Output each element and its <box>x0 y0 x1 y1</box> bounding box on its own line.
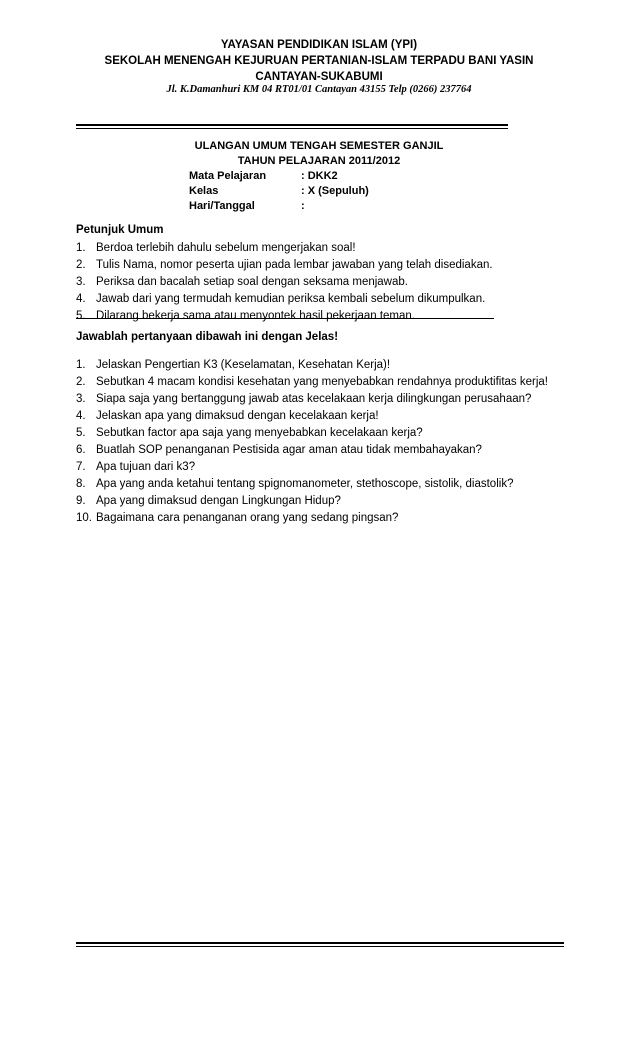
question-text: Jelaskan apa yang dimaksud dengan kecelakaan kerja! <box>96 410 379 422</box>
meta-label: Hari/Tanggal <box>189 200 255 212</box>
footer-divider <box>76 942 564 947</box>
item-number: 3. <box>76 276 86 288</box>
question-text: Sebutkan factor apa saja yang menyebabkan kecelakaan kerja? <box>96 427 423 439</box>
school-name: SEKOLAH MENENGAH KEJURUAN PERTANIAN-ISLAM TERPADU BANI YASIN <box>104 55 534 67</box>
meta-date <box>189 199 305 214</box>
list-item <box>76 291 493 308</box>
question-text: Siapa saja yang bertanggung jawab atas kecelakaan kerja dilingkungan perusahaan? <box>96 393 532 405</box>
item-text: Dilarang bekerja sama atau menyontek hasil pekerjaan teman. <box>96 310 415 322</box>
questions-heading: Jawablah pertanyaan dibawah ini dengan Jelas! <box>76 331 339 343</box>
question-number: 2. <box>76 376 86 388</box>
question-text: Jelaskan Pengertian K3 (Keselamatan, Kesehatan Kerja)! <box>96 359 391 371</box>
item-text: Jawab dari yang termudah kemudian periksa kembali sebelum dikumpulkan. <box>96 293 486 305</box>
instructions-heading: Petunjuk Umum <box>76 224 164 236</box>
question-number: 7. <box>76 461 86 473</box>
question-text: Sebutkan 4 macam kondisi kesehatan yang menyebabkan rendahnya produktifitas kerja! <box>96 376 548 388</box>
header-divider <box>76 124 508 129</box>
question-item <box>76 459 548 476</box>
question-item <box>76 493 548 510</box>
item-text: Periksa dan bacalah setiap soal dengan seksama menjawab. <box>96 276 408 288</box>
question-item <box>76 374 548 391</box>
school-location: CANTAYAN-SUKABUMI <box>255 71 383 83</box>
question-number: 8. <box>76 478 86 490</box>
item-number: 5. <box>76 310 86 322</box>
meta-subject <box>189 169 338 184</box>
academic-year: TAHUN PELAJARAN 2011/2012 <box>237 155 401 167</box>
exam-title: ULANGAN UMUM TENGAH SEMESTER GANJIL <box>194 140 444 152</box>
question-item <box>76 425 548 442</box>
meta-label: Mata Pelajaran <box>189 170 267 182</box>
question-number: 6. <box>76 444 86 456</box>
instructions-divider <box>76 318 494 319</box>
question-item <box>76 510 548 527</box>
question-text: Bagaimana cara penanganan orang yang sedang pingsan? <box>96 512 399 524</box>
item-number: 1. <box>76 242 86 254</box>
foundation-name: YAYASAN PENDIDIKAN ISLAM (YPI) <box>220 39 418 51</box>
question-item <box>76 408 548 425</box>
question-number: 3. <box>76 393 86 405</box>
question-text: Apa yang anda ketahui tentang spignomanometer, stethoscope, sistolik, diastolik? <box>96 478 514 490</box>
list-item <box>76 257 493 274</box>
item-number: 4. <box>76 293 86 305</box>
question-number: 9. <box>76 495 86 507</box>
meta-value: : <box>301 200 305 212</box>
meta-class <box>189 184 369 199</box>
question-text: Apa tujuan dari k3? <box>96 461 196 473</box>
question-item <box>76 357 548 374</box>
item-text: Tulis Nama, nomor peserta ujian pada lembar jawaban yang telah disediakan. <box>96 259 493 271</box>
school-address: Jl. K.Damanhuri KM 04 RT01/01 Cantayan 43155 Telp (0266) 237764 <box>166 84 472 95</box>
question-text: Buatlah SOP penanganan Pestisida agar aman atau tidak membahayakan? <box>96 444 482 456</box>
instructions-list <box>76 240 493 325</box>
item-number: 2. <box>76 259 86 271</box>
list-item <box>76 308 493 325</box>
item-text: Berdoa terlebih dahulu sebelum mengerjakan soal! <box>96 242 356 254</box>
list-item <box>76 274 493 291</box>
list-item <box>76 240 493 257</box>
question-number: 5. <box>76 427 86 439</box>
question-number: 10. <box>76 512 92 524</box>
question-item <box>76 391 548 408</box>
question-text: Apa yang dimaksud dengan Lingkungan Hidup? <box>96 495 341 507</box>
meta-label: Kelas <box>189 185 219 197</box>
questions-list <box>76 357 548 527</box>
question-number: 1. <box>76 359 86 371</box>
question-item <box>76 476 548 493</box>
meta-value: : DKK2 <box>301 170 338 182</box>
meta-value: : X (Sepuluh) <box>301 185 369 197</box>
question-item <box>76 442 548 459</box>
question-number: 4. <box>76 410 86 422</box>
